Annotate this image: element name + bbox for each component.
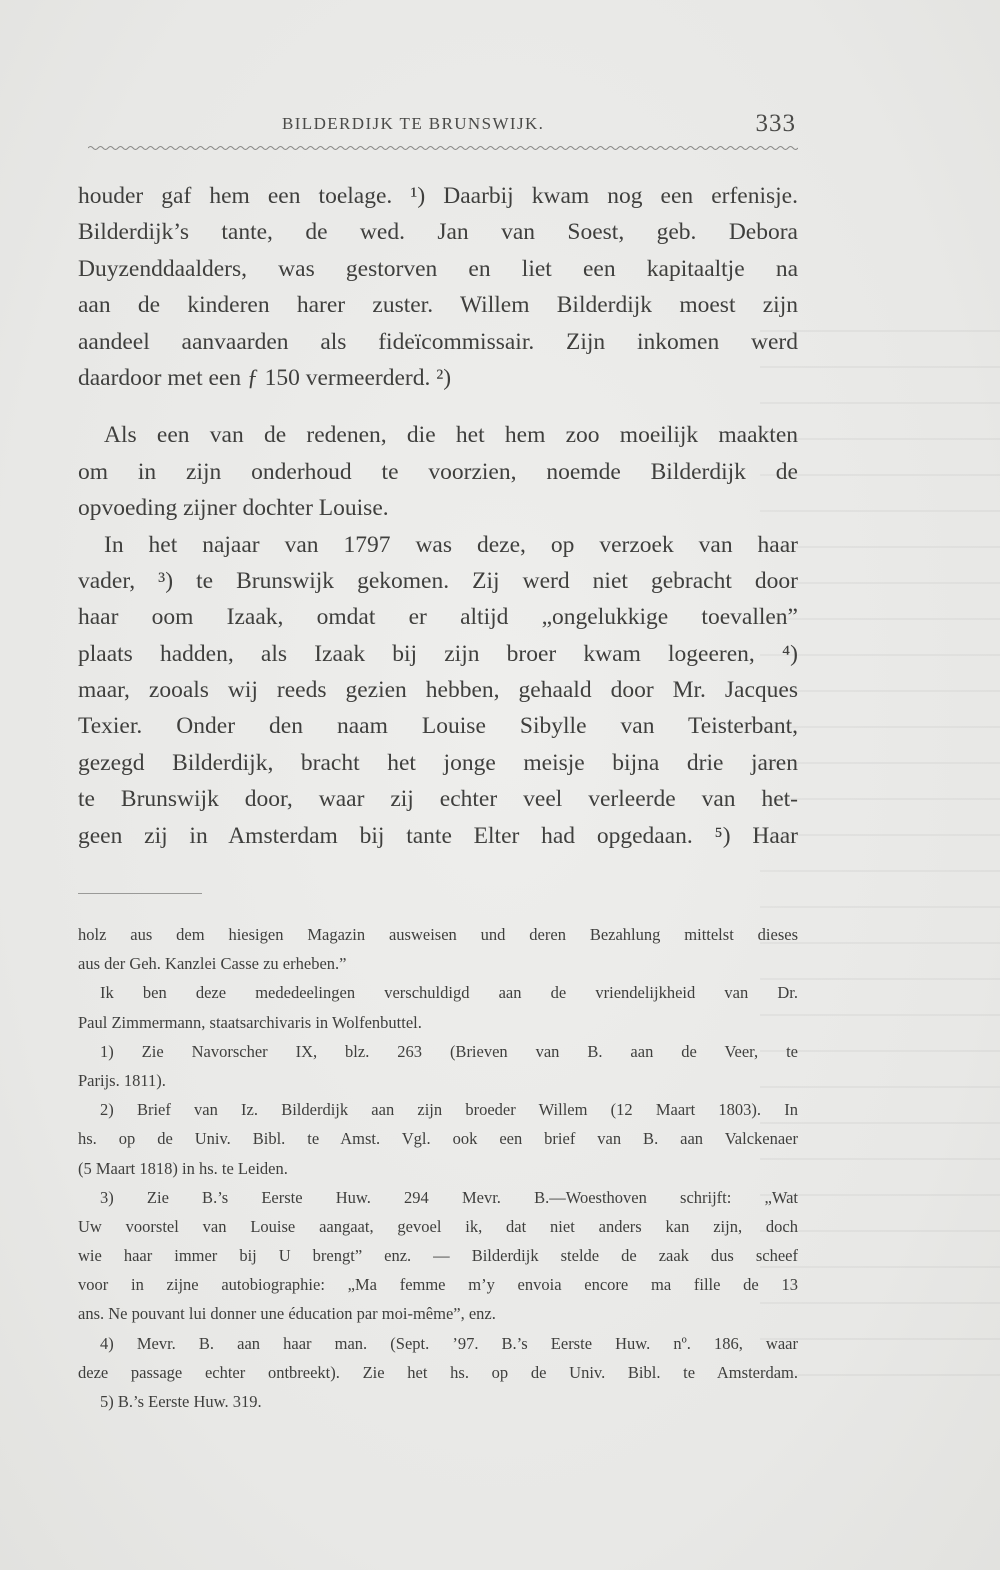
footnotes xyxy=(78,920,798,1416)
footnote-line: Parijs. 1811). xyxy=(78,1070,166,1090)
footnote-line: ans. Ne pouvant lui donner une éducation par moi-même”, enz. xyxy=(78,1304,496,1324)
running-head: BILDERDIJK TE BRUNSWIJK. xyxy=(282,114,545,133)
body-line: houder gaf hem een toelage. ¹) Daarbij kwam nog een erfenisje. xyxy=(78,183,798,209)
body-text xyxy=(78,178,798,854)
body-line: haar oom Izaak, omdat er altijd „ongelukkige toevallen” xyxy=(78,604,798,631)
body-line: gezegd Bilderdijk, bracht het jonge meisje bijna drie jaren xyxy=(78,749,798,776)
body-line: daardoor met een ƒ 150 vermeerderd. ²) xyxy=(78,364,452,391)
footnote-line: 1) Zie Navorscher IX, blz. 263 (Brieven van B. aan de Veer, te xyxy=(100,1041,798,1061)
header-wavy-rule xyxy=(88,144,798,152)
footnote-line: 3) Zie B.’s Eerste Huw. 294 Mevr. B.—Woesthoven schrijft: „Wat xyxy=(100,1187,798,1207)
body-line: Duyzenddaalders, was gestorven en liet een kapitaaltje na xyxy=(78,255,798,282)
footnote-line: hs. op de Univ. Bibl. te Amst. Vgl. ook een brief van B. aan Valckenaer xyxy=(78,1129,798,1149)
body-line: Als een van de redenen, die het hem zoo moeilijk maakten xyxy=(104,422,798,449)
footnote-line: wie haar immer bij U brengt” enz. — Bilderdijk stelde de zaak dus scheef xyxy=(78,1246,798,1266)
body-line: aandeel aanvaarden als fideïcommissair. Zijn inkomen werd xyxy=(78,328,798,355)
footnote-line: Paul Zimmermann, staatsarchivaris in Wolfenbuttel. xyxy=(78,1012,422,1032)
body-line: om in zijn onderhoud te voorzien, noemde Bilderdijk de xyxy=(78,458,798,485)
page-header xyxy=(78,108,798,148)
page-number: 333 xyxy=(755,110,796,137)
body-line: Bilderdijk’s tante, de wed. Jan van Soest, geb. Debora xyxy=(78,219,798,246)
footnote-line: 5) B.’s Eerste Huw. 319. xyxy=(100,1392,262,1411)
footnote-line: Uw voorstel van Louise aangaat, gevoel ik, dat niet anders kan zijn, doch xyxy=(78,1216,798,1236)
footnote-separator xyxy=(78,893,202,894)
body-line: maar, zooals wij reeds gezien hebben, gehaald door Mr. Jacques xyxy=(78,677,798,704)
body-line: Texier. Onder den naam Louise Sibylle van Teisterbant, xyxy=(78,713,798,740)
body-line: geen zij in Amsterdam bij tante Elter had opgedaan. ⁵) Haar xyxy=(78,822,798,849)
body-line: te Brunswijk door, waar zij echter veel verleerde van het- xyxy=(78,786,798,813)
footnote-line: holz aus dem hiesigen Magazin ausweisen und deren Bezahlung mittelst dieses xyxy=(78,925,798,944)
footnote-line: (5 Maart 1818) in hs. te Leiden. xyxy=(78,1158,288,1178)
footnote-line: deze passage echter ontbreekt). Zie het hs. op de Univ. Bibl. te Amsterdam. xyxy=(78,1362,798,1382)
footnote-line: 4) Mevr. B. aan haar man. (Sept. ’97. B.’s Eerste Huw. nº. 186, waar xyxy=(100,1333,798,1353)
footnote-line: aus der Geh. Kanzlei Casse zu erheben.” xyxy=(78,954,347,974)
body-line: vader, ³) te Brunswijk gekomen. Zij werd niet gebracht door xyxy=(78,567,798,594)
footnote-line: voor in zijne autobiographie: „Ma femme m’y envoia encore ma fille de 13 xyxy=(78,1275,798,1295)
footnote-line: 2) Brief van Iz. Bilderdijk aan zijn broeder Willem (12 Maart 1803). In xyxy=(100,1100,798,1120)
body-line: In het najaar van 1797 was deze, op verzoek van haar xyxy=(104,531,798,558)
footnote-line: Ik ben deze mededeelingen verschuldigd aan de vriendelijkheid van Dr. xyxy=(100,983,798,1003)
body-line: opvoeding zijner dochter Louise. xyxy=(78,495,389,522)
paragraph-gap xyxy=(78,396,798,417)
body-line: plaats hadden, als Izaak bij zijn broer kwam logeeren, ⁴) xyxy=(78,640,798,667)
body-line: aan de kinderen harer zuster. Willem Bilderdijk moest zijn xyxy=(78,292,798,319)
